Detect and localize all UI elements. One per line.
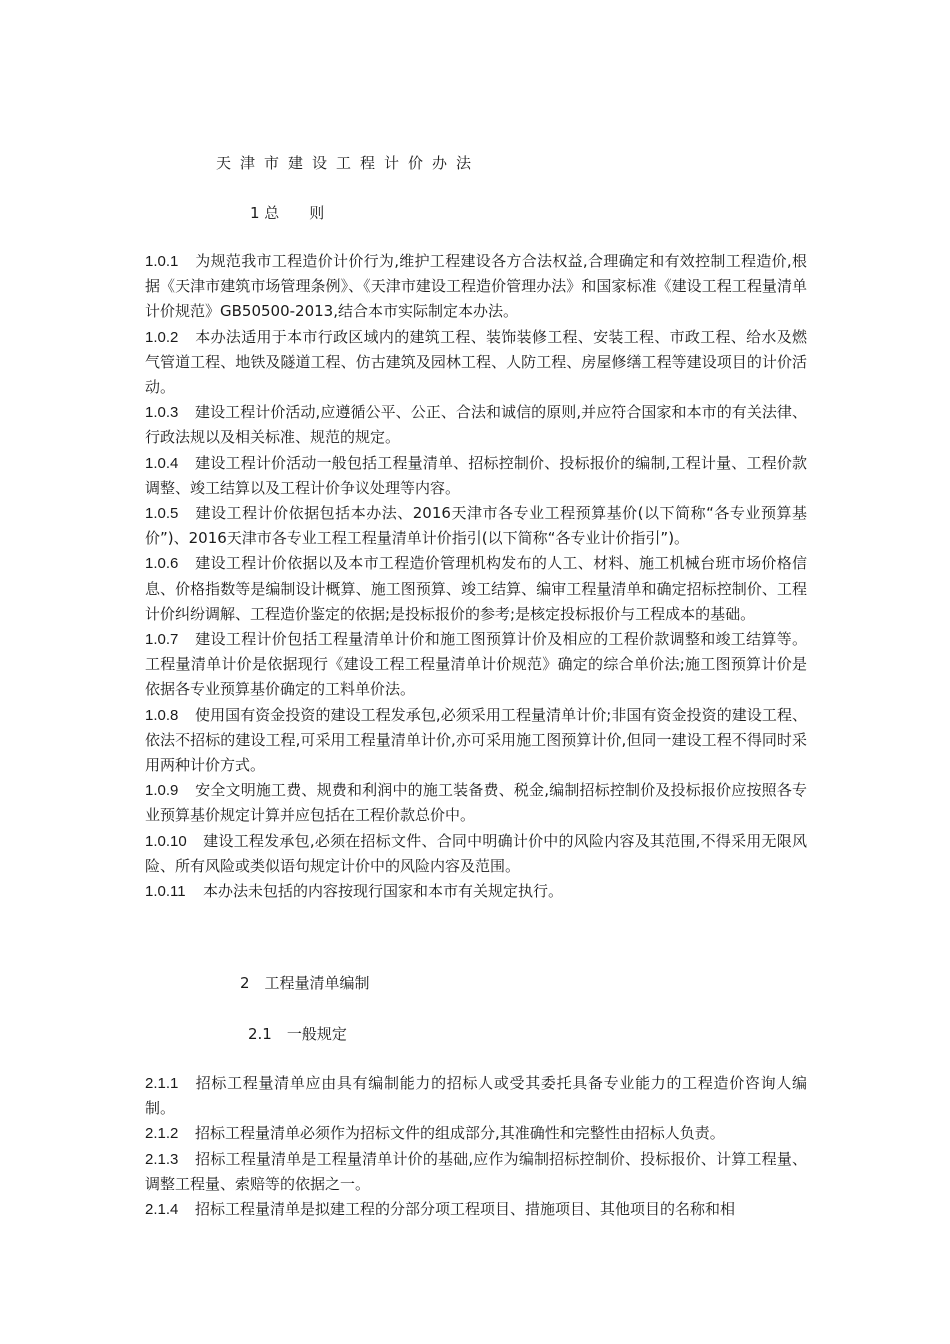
clause-text: 建设工程计价包括工程量清单计价和施工图预算计价及相应的工程价款调整和竣工结算等。工程量清单计价是依据现行《建设工程工程量清单计价规范》确定的综合单价法;施工图预算计价是依据各专业预算基价确定的工料单价法。 [145, 630, 807, 699]
clause-number: 2.1.1 [145, 1075, 179, 1092]
paragraph-2-1-2 [145, 1121, 807, 1146]
chapter-2-heading: 2 工程量清单编制 [240, 974, 370, 992]
clause-text: 建设工程发承包,必须在招标文件、合同中明确计价中的风险内容及其范围,不得采用无限风险、所有风险或类似语句规定计价中的风险内容及范围。 [145, 831, 807, 875]
clause-number: 1.0.5 [145, 505, 179, 523]
paragraph-1-0-3 [145, 400, 807, 450]
paragraph-1-0-9 [145, 778, 807, 828]
clause-number: 1.0.4 [145, 454, 179, 472]
clause-number: 1.0.3 [145, 404, 179, 422]
section-2-1-body [145, 1071, 807, 1222]
paragraph-1-0-10 [145, 829, 807, 879]
clause-text: 建设工程计价活动,应遵循公平、公正、合法和诚信的原则,并应符合国家和本市的有关法律、行政法规以及相关标准、规范的规定。 [145, 403, 807, 447]
paragraph-1-0-7 [145, 627, 807, 703]
paragraph-1-0-2 [145, 325, 807, 401]
section-2-1-heading: 2.1 一般规定 [248, 1025, 347, 1043]
clause-number: 1.0.6 [145, 555, 179, 573]
clause-text: 招标工程量清单必须作为招标文件的组成部分,其准确性和完整性由招标人负责。 [195, 1124, 725, 1143]
paragraph-2-1-4 [145, 1197, 807, 1222]
paragraph-1-0-6 [145, 551, 807, 627]
clause-text: 建设工程计价依据以及本市工程造价管理机构发布的人工、材料、施工机械台班市场价格信息、价格指数等是编制设计概算、施工图预算、竣工结算、编审工程量清单和确定招标控制价、工程计价纠纷调解、工程造价鉴定的依据;是投标报价的参考;是核定投标报价与工程成本的基础。 [145, 554, 807, 623]
clause-text: 招标工程量清单是工程量清单计价的基础,应作为编制招标控制价、投标报价、计算工程量、调整工程量、索赔等的依据之一。 [145, 1149, 807, 1193]
paragraph-2-1-1 [145, 1071, 807, 1121]
clause-text: 使用国有资金投资的建设工程发承包,必须采用工程量清单计价;非国有资金投资的建设工程、依法不招标的建设工程,可采用工程量清单计价,亦可采用施工图预算计价,但同一建设工程不得同时采用两种计价方式。 [145, 705, 807, 775]
clause-text: 招标工程量清单应由具有编制能力的招标人或受其委托具备专业能力的工程造价咨询人编制。 [145, 1074, 807, 1118]
clause-text: 建设工程计价活动一般包括工程量清单、招标控制价、投标报价的编制,工程计量、工程价款调整、竣工结算以及工程计价争议处理等内容。 [145, 453, 807, 497]
clause-number: 2.1.4 [145, 1201, 179, 1219]
clause-text: 为规范我市工程造价计价行为,维护工程建设各方合法权益,合理确定和有效控制工程造价,根据《天津市建筑市场管理条例》、《天津市建设工程造价管理办法》和国家标准《建设工程工程量清单计价规范》GB50500-2013,结合本市实际制定本办法。 [145, 252, 807, 321]
paragraph-1-0-8 [145, 703, 807, 779]
clause-number: 1.0.9 [145, 782, 179, 800]
paragraph-2-1-3 [145, 1147, 807, 1197]
paragraph-1-0-4 [145, 451, 807, 501]
clause-text: 招标工程量清单是拟建工程的分部分项工程项目、措施项目、其他项目的名称和相 [195, 1200, 736, 1219]
clause-number: 2.1.2 [145, 1125, 179, 1143]
clause-text: 建设工程计价依据包括本办法、2016天津市各专业工程预算基价(以下简称“各专业预算基价”)、2016天津市各专业工程工程量清单计价指引(以下简称“各专业计价指引”)。 [145, 504, 807, 548]
clause-number: 2.1.3 [145, 1150, 179, 1168]
clause-number: 1.0.1 [145, 253, 179, 270]
chapter-1-body [145, 249, 807, 904]
clause-number: 1.0.7 [145, 631, 179, 649]
paragraph-1-0-1 [145, 249, 807, 325]
clause-text: 本办法未包括的内容按现行国家和本市有关规定执行。 [203, 882, 564, 901]
paragraph-1-0-5 [145, 501, 807, 551]
clause-number: 1.0.11 [145, 883, 186, 901]
paragraph-1-0-11 [145, 879, 807, 904]
clause-text: 安全文明施工费、规费和利润中的施工装备费、税金,编制招标控制价及投标报价应按照各专业预算基价规定计算并应包括在工程价款总价中。 [145, 781, 807, 825]
chapter-1-heading: 1 总 则 [250, 204, 325, 222]
clause-number: 1.0.10 [145, 832, 187, 850]
clause-number: 1.0.2 [145, 328, 179, 346]
clause-text: 本办法适用于本市行政区域内的建筑工程、装饰装修工程、安装工程、市政工程、给水及燃气管道工程、地铁及隧道工程、仿古建筑及园林工程、人防工程、房屋修缮工程等建设项目的计价活动。 [145, 327, 807, 397]
clause-number: 1.0.8 [145, 706, 179, 724]
document-title: 天津市建设工程计价办法 [216, 154, 481, 172]
